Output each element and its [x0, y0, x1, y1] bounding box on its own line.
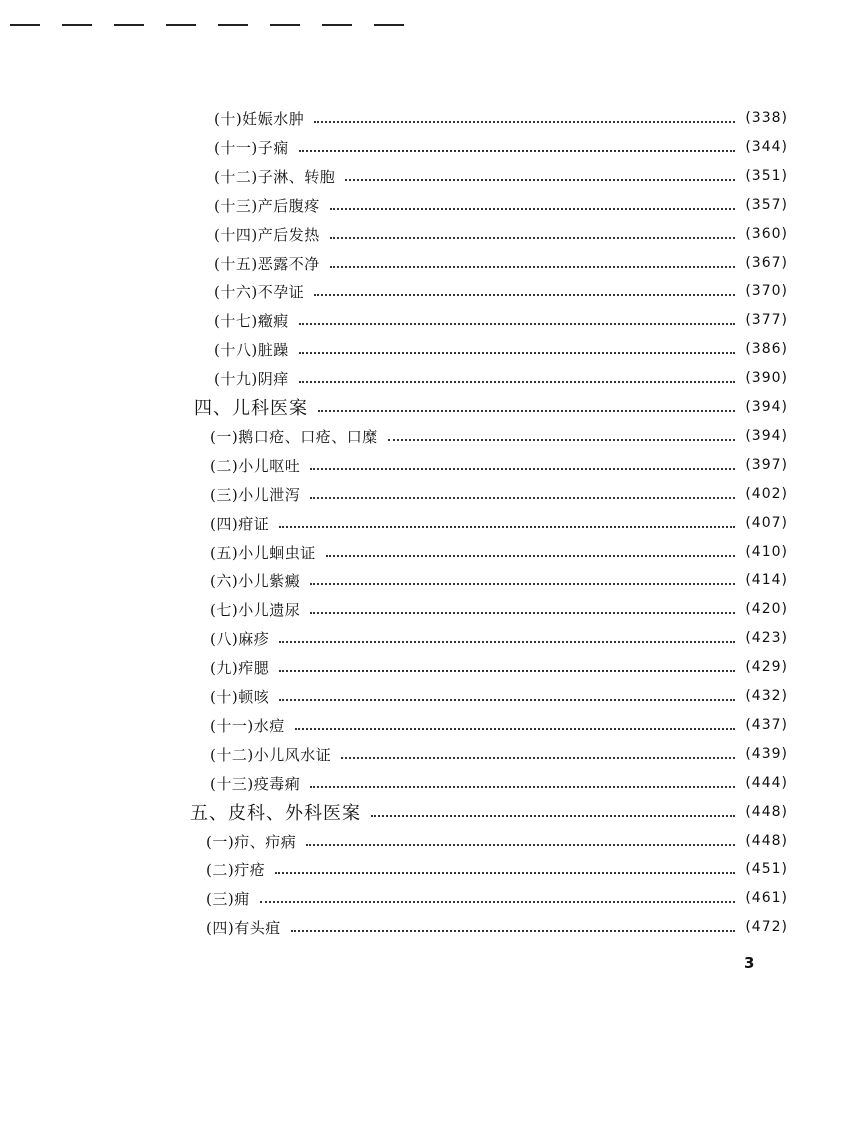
toc-entry-title: (二)疔疮	[206, 860, 266, 879]
toc-entry	[206, 885, 788, 911]
toc-entry-page: (423)	[745, 630, 788, 646]
toc-entry-title: (一)鹅口疮、口疮、口糜	[210, 427, 378, 446]
toc-entry-title: (十九)阴痒	[214, 369, 289, 388]
toc-entry-title: (十)妊娠水肿	[214, 109, 305, 128]
toc-entry-title: (十五)恶露不净	[214, 254, 320, 273]
header-dash	[62, 24, 92, 26]
toc-entry	[214, 365, 788, 391]
header-dash	[10, 24, 40, 26]
dot-leader	[299, 148, 736, 152]
toc-entry-page: (472)	[745, 919, 788, 935]
toc-entry-page: (444)	[745, 775, 788, 791]
toc-entry-title: (一)疖、疖病	[206, 832, 297, 851]
toc-entry	[210, 770, 788, 796]
toc-entry-title: 五、皮科、外科医案	[190, 803, 361, 824]
dot-leader	[299, 379, 736, 383]
toc-entry-page: (402)	[745, 486, 788, 502]
dot-leader	[279, 668, 735, 672]
toc-entry-page: (394)	[745, 399, 788, 415]
dot-leader	[260, 899, 736, 903]
toc-entry-title: (十一)子痫	[214, 138, 289, 157]
toc-entry	[206, 914, 788, 940]
toc-entry-page: (370)	[745, 283, 788, 299]
toc-entry-title: (十六)不孕证	[214, 282, 305, 301]
page-number: 3	[744, 954, 755, 972]
toc-section-entry	[190, 799, 788, 825]
toc-entry-title: (十三)产后腹疼	[214, 196, 320, 215]
toc-entry-title: (四)疳证	[210, 514, 270, 533]
toc-entry-title: (四)有头疽	[206, 918, 281, 937]
toc-entry-title: (九)痄腮	[210, 658, 270, 677]
toc-entry-title: 四、儿科医案	[194, 398, 308, 419]
toc-entry	[210, 423, 788, 449]
toc-entry	[214, 221, 788, 247]
dot-leader	[291, 928, 736, 932]
toc-entry-title: (十二)小儿风水证	[210, 745, 332, 764]
toc-entry-page: (397)	[745, 457, 788, 473]
toc-entry-page: (448)	[745, 804, 788, 820]
dot-leader	[314, 119, 735, 123]
toc-entry-page: (429)	[745, 659, 788, 675]
toc-entry	[210, 625, 788, 651]
dot-leader	[310, 784, 735, 788]
toc-entry-title: (十)顿咳	[210, 687, 270, 706]
dot-leader	[306, 842, 735, 846]
toc-entry-title: (十四)产后发热	[214, 225, 320, 244]
toc-entry-page: (390)	[745, 370, 788, 386]
toc-entry-page: (439)	[745, 746, 788, 762]
toc-entry-page: (451)	[745, 861, 788, 877]
toc-entry	[214, 278, 788, 304]
toc-entry-page: (386)	[745, 341, 788, 357]
toc-entry-title: (七)小儿遗尿	[210, 600, 301, 619]
toc-entry-title: (六)小儿紫癜	[210, 571, 301, 590]
toc-entry	[214, 192, 788, 218]
toc-entry	[210, 452, 788, 478]
toc-entry	[210, 567, 788, 593]
toc-section-entry	[194, 394, 788, 420]
toc-entry-title: (十三)疫毒痢	[210, 774, 301, 793]
toc-entry-page: (410)	[745, 544, 788, 560]
toc-entry	[210, 712, 788, 738]
header-dash	[218, 24, 248, 26]
dot-leader	[330, 264, 736, 268]
toc-entry-page: (367)	[745, 255, 788, 271]
dot-leader	[310, 581, 735, 585]
toc-entry	[206, 828, 788, 854]
toc-entry	[214, 307, 788, 333]
toc-entry-page: (448)	[745, 833, 788, 849]
toc-entry-page: (461)	[745, 890, 788, 906]
toc-entry-page: (420)	[745, 601, 788, 617]
dot-leader	[330, 206, 736, 210]
toc-entry	[214, 134, 788, 160]
dot-leader	[341, 755, 735, 759]
header-dash	[322, 24, 352, 26]
dot-leader	[295, 726, 736, 730]
toc-entry	[210, 741, 788, 767]
toc-entry	[210, 596, 788, 622]
toc-entry-page: (407)	[745, 515, 788, 531]
toc-entry-page: (394)	[745, 428, 788, 444]
toc-entry-page: (432)	[745, 688, 788, 704]
dot-leader	[275, 870, 735, 874]
toc-entry-title: (十一)水痘	[210, 716, 285, 735]
toc-entry-page: (344)	[745, 139, 788, 155]
toc-entry	[214, 250, 788, 276]
header-dash	[166, 24, 196, 26]
toc-entry-page: (437)	[745, 717, 788, 733]
toc-entry-page: (360)	[745, 226, 788, 242]
toc-entry-title: (十八)脏躁	[214, 340, 289, 359]
dot-leader	[326, 553, 736, 557]
dot-leader	[279, 697, 735, 701]
toc-entry-page: (414)	[745, 572, 788, 588]
dot-leader	[388, 437, 736, 441]
toc-entry	[210, 683, 788, 709]
toc-entry-title: (十七)癥瘕	[214, 311, 289, 330]
toc-entry-title: (三)痈	[206, 889, 250, 908]
toc-entry-title: (十二)子淋、转胞	[214, 167, 336, 186]
dot-leader	[279, 639, 735, 643]
toc-entry-title: (二)小儿呕吐	[210, 456, 301, 475]
toc-entry	[214, 105, 788, 131]
dot-leader	[310, 466, 735, 470]
dot-leader	[310, 610, 735, 614]
dot-leader	[371, 813, 735, 817]
dot-leader	[314, 292, 735, 296]
header-rule	[10, 22, 430, 28]
toc-entry-page: (357)	[745, 197, 788, 213]
dot-leader	[299, 350, 736, 354]
toc-entry-page: (351)	[745, 168, 788, 184]
toc-entry-title: (八)麻疹	[210, 629, 270, 648]
toc-entry-page: (377)	[745, 312, 788, 328]
toc-entry	[210, 510, 788, 536]
dot-leader	[330, 235, 736, 239]
header-dash	[270, 24, 300, 26]
dot-leader	[299, 321, 736, 325]
toc-entry	[210, 539, 788, 565]
toc-entry	[214, 163, 788, 189]
dot-leader	[310, 495, 735, 499]
toc-entry	[210, 481, 788, 507]
toc-entry-title: (三)小儿泄泻	[210, 485, 301, 504]
dot-leader	[318, 408, 735, 412]
header-dash	[374, 24, 404, 26]
toc-entry	[214, 336, 788, 362]
toc-entry	[210, 654, 788, 680]
header-dash	[114, 24, 144, 26]
dot-leader	[345, 177, 735, 181]
toc-entry-title: (五)小儿蛔虫证	[210, 543, 316, 562]
dot-leader	[279, 524, 735, 528]
toc-entry	[206, 856, 788, 882]
toc-entry-page: (338)	[745, 110, 788, 126]
